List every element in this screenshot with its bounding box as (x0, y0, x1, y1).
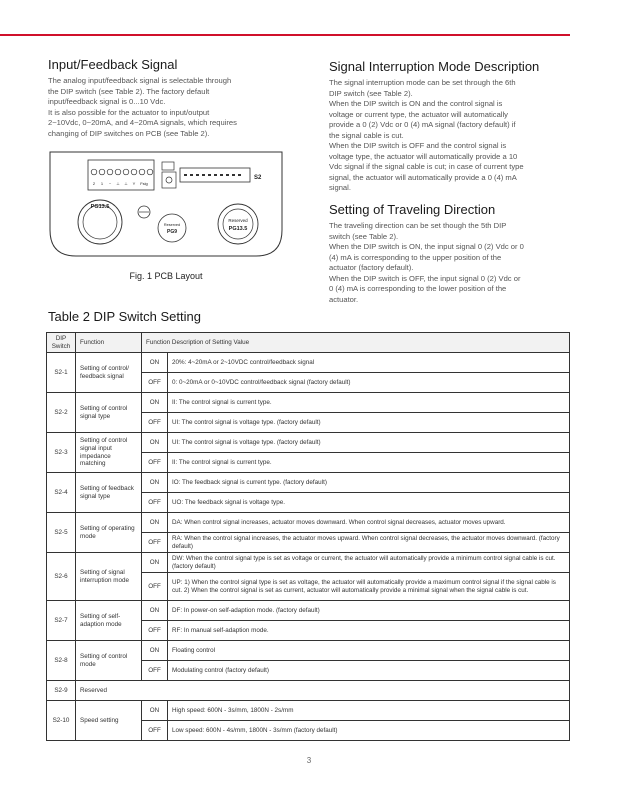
state-cell: ON (142, 601, 168, 621)
switch-cell: S2-2 (47, 393, 76, 433)
signal-interruption-text (329, 78, 574, 194)
text-line: DIP switch (see Table 2). (329, 88, 413, 98)
text-line: changing of DIP switches on PCB (see Table 2). (48, 128, 210, 138)
text-line: 2~10Vdc, 0~20mA, and 4~20mA signals, which requires (48, 118, 237, 127)
table-title: Table 2 DIP Switch Setting (48, 309, 201, 324)
traveling-direction-text (329, 221, 574, 305)
connector-small (162, 162, 174, 170)
description-cell: 20%: 4~20mA or 2~10VDC control/feedback signal (168, 353, 570, 373)
text-line: voltage type, the actuator will automatically provide a 10 (329, 151, 518, 161)
gland3-top-label: Reserved (228, 218, 248, 223)
description-cell: DW: When the control signal type is set as voltage or current, the actuator will automatically provide a minimum control signal cable is cut. (factory default) (168, 553, 570, 573)
terminal-label: Fsig (140, 181, 148, 186)
description-cell: Modulating control (factory default) (168, 661, 570, 681)
text-line: input/feedback signal is 0...10 Vdc. (48, 97, 166, 106)
page-number: 3 (306, 756, 312, 765)
text-line: The signal interruption mode can be set through the 6th (329, 78, 516, 87)
description-cell: II: The control signal is current type. (168, 393, 570, 413)
state-cell: OFF (142, 413, 168, 433)
table-header-row (47, 333, 570, 353)
table-row (47, 473, 570, 493)
text-line: When the DIP switch is OFF and the control signal is (329, 141, 507, 150)
text-line: actuator. (329, 294, 359, 304)
table-row (47, 353, 570, 373)
input-feedback-text (48, 76, 288, 139)
header-dip-switch: DIP Switch (47, 333, 76, 353)
text-line: When the DIP switch is ON, the input signal 0 (2) Vdc or 0 (329, 242, 524, 251)
state-cell: OFF (142, 721, 168, 741)
gland3-bottom-label: PG13.5 (228, 226, 248, 232)
state-cell: OFF (142, 573, 168, 601)
table-row (47, 701, 570, 721)
function-cell: Setting of control signal input impedance matching (76, 433, 142, 473)
description-cell: Floating control (168, 641, 570, 661)
text-line: switch (see Table 2). (329, 231, 399, 241)
text-line: (4) mA is corresponding to the upper position of the (329, 252, 502, 262)
function-cell: Speed setting (76, 701, 142, 741)
text-line: When the DIP switch is OFF, the input signal 0 (2) Vdc or (329, 273, 521, 283)
table-row (47, 433, 570, 453)
function-cell: Setting of self-adaption mode (76, 601, 142, 641)
text-line: 0 (4) mA is corresponding to the lower position of the (329, 284, 507, 293)
state-cell: ON (142, 701, 168, 721)
header-description: Function Description of Setting Value (142, 333, 570, 353)
pcb-layout-figure (48, 150, 284, 258)
description-cell: UO: The feedback signal is voltage type. (168, 493, 570, 513)
text-line: signal, the actuator will automatically provide a 0 (4) mA (329, 172, 517, 182)
text-line: When the DIP switch is ON and the control signal is (329, 99, 503, 108)
text-line: It is also possible for the actuator to input/output (48, 107, 210, 117)
connector-jack (162, 172, 176, 188)
description-cell: 0: 0~20mA or 0~10VDC control/feedback signal (factory default) (168, 373, 570, 393)
gland-reserved-pg9 (158, 214, 186, 242)
state-cell: OFF (142, 453, 168, 473)
description-cell: UI: The control signal is voltage type. (factory default) (168, 433, 570, 453)
terminal-label: ~ (108, 181, 112, 186)
switch-cell: S2-5 (47, 513, 76, 553)
description-cell: RA: When the control signal increases, the actuator moves upward. When control signal decreases, the actuator moves downward. (factory default) (168, 533, 570, 553)
state-cell: OFF (142, 533, 168, 553)
description-cell: UI: The control signal is voltage type. (factory default) (168, 413, 570, 433)
input-feedback-heading: Input/Feedback Signal (48, 57, 178, 72)
state-cell: ON (142, 433, 168, 453)
description-cell: RF: In manual self-adaption mode. (168, 621, 570, 641)
text-line: actuator (factory default). (329, 263, 414, 272)
function-cell: Setting of feedback signal type (76, 473, 142, 513)
table-row (47, 601, 570, 621)
table-row (47, 641, 570, 661)
switch-cell: S2-1 (47, 353, 76, 393)
text-line: provide a 0 (2) Vdc or 0 (4) mA signal (factory default) if (329, 120, 516, 129)
description-cell: Low speed: 600N - 4s/mm, 1800N - 3s/mm (factory default) (168, 721, 570, 741)
switch-cell: S2-3 (47, 433, 76, 473)
terminal-label: 1 (100, 181, 104, 186)
header-rule (0, 34, 570, 36)
state-cell: OFF (142, 373, 168, 393)
state-cell: ON (142, 641, 168, 661)
state-cell: ON (142, 353, 168, 373)
text-line: The analog input/feedback signal is selectable through (48, 76, 232, 85)
function-cell: Setting of control/ feedback signal (76, 353, 142, 393)
function-cell: Setting of control signal type (76, 393, 142, 433)
switch-cell: S2-9 (47, 681, 76, 701)
switch-cell: S2-4 (47, 473, 76, 513)
switch-cell: S2-10 (47, 701, 76, 741)
dip-switch-table (46, 332, 570, 741)
switch-label: S2 (254, 175, 262, 181)
state-cell: ON (142, 513, 168, 533)
table-row (47, 513, 570, 533)
switch-cell: S2-6 (47, 553, 76, 601)
function-cell: Setting of control mode (76, 641, 142, 681)
function-cell: Setting of signal interruption mode (76, 553, 142, 601)
table-row (47, 681, 570, 701)
description-cell: II: The control signal is current type. (168, 453, 570, 473)
state-cell: OFF (142, 661, 168, 681)
state-cell: OFF (142, 493, 168, 513)
terminal-label: ⊥ (116, 181, 120, 186)
state-cell: ON (142, 473, 168, 493)
terminal-label: Y (132, 181, 136, 186)
description-cell: IO: The feedback signal is current type. (factory default) (168, 473, 570, 493)
text-line: voltage or current type, the actuator will automatically (329, 109, 508, 119)
gland2-bottom-label: PG9 (166, 229, 178, 235)
state-cell: OFF (142, 621, 168, 641)
table-row (47, 393, 570, 413)
text-line: signal. (329, 183, 351, 192)
text-line: the DIP switch (see Table 2). The factory default (48, 86, 210, 96)
text-line: The traveling direction can be set though the 5th DIP (329, 221, 507, 230)
function-cell: Reserved (76, 681, 570, 701)
traveling-direction-heading: Setting of Traveling Direction (329, 202, 496, 217)
switch-cell: S2-7 (47, 601, 76, 641)
text-line: the signal cable is cut. (329, 130, 404, 140)
header-function: Function (76, 333, 142, 353)
gland-reserved-pg13-5 (218, 204, 258, 244)
terminal-label: 2 (92, 181, 96, 186)
figure-caption: Fig. 1 PCB Layout (129, 271, 203, 281)
text-line: Vdc signal if the signal cable is cut; in case of current type (329, 162, 524, 171)
state-cell: ON (142, 393, 168, 413)
terminal-label: ⊥ (124, 181, 128, 186)
description-cell: DF: In power-on self-adaption mode. (factory default) (168, 601, 570, 621)
description-cell: UP: 1) When the control signal type is set as voltage, the actuator will automatically provide a maximum control signal if the signal cable is cut. 2) When the control signal is set as current, actuator will automatically provide a minimal signal when the signal cable is cut. (168, 573, 570, 601)
state-cell: ON (142, 553, 168, 573)
description-cell: DA: When control signal increases, actuator moves downward. When control signal decreases, actuator moves upward. (168, 513, 570, 533)
description-cell: High speed: 600N - 3s/mm, 1800N - 2s/mm (168, 701, 570, 721)
table-row (47, 553, 570, 573)
gland1-label: PG13.5 (90, 204, 110, 210)
signal-interruption-heading: Signal Interruption Mode Description (329, 59, 540, 74)
switch-cell: S2-8 (47, 641, 76, 681)
function-cell: Setting of operating mode (76, 513, 142, 553)
gland2-top-label: Reserved (163, 223, 181, 227)
